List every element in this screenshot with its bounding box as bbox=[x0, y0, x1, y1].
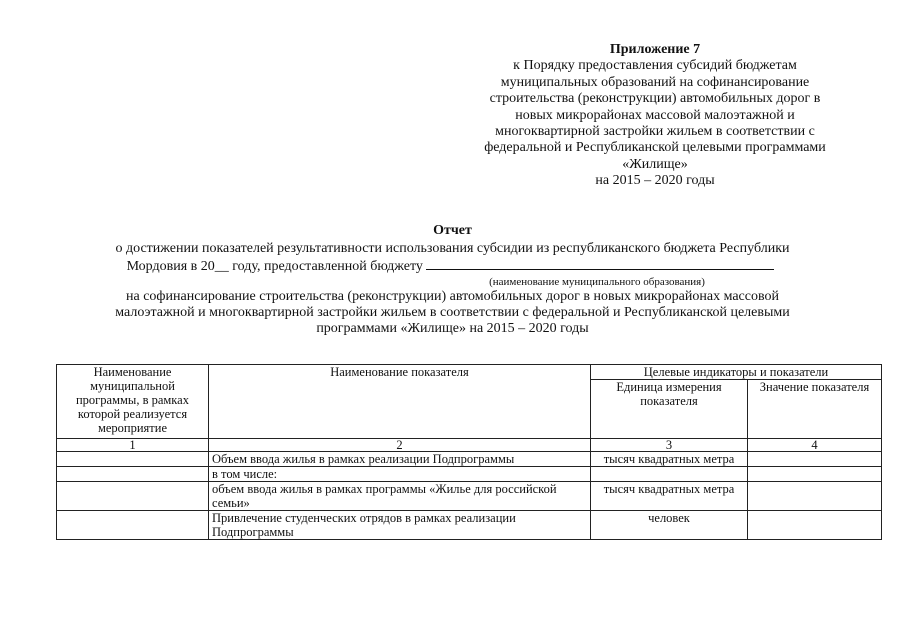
header-indicator-name: Наименование показателя bbox=[209, 365, 591, 439]
appendix-title: Приложение 7 bbox=[609, 42, 701, 57]
indicator-cell: в том числе: bbox=[209, 467, 591, 482]
appendix-line: муниципальных образований на софинансирование bbox=[500, 74, 810, 90]
appendix-block bbox=[455, 42, 855, 190]
unit-cell bbox=[591, 467, 748, 482]
table-header-row bbox=[57, 365, 882, 380]
program-cell bbox=[57, 452, 209, 467]
appendix-line: федеральной и Республиканской целевыми программами bbox=[484, 140, 826, 156]
header-target-indicators: Целевые индикаторы и показатели bbox=[591, 365, 882, 380]
value-cell bbox=[748, 467, 882, 482]
table-row bbox=[57, 482, 882, 511]
report-line-5: программами «Жилище» на 2015 – 2020 годы bbox=[316, 321, 589, 336]
report-line-4: малоэтажной и многоквартирной застройки жильем в соответствии с федеральной и Республиканской целевыми bbox=[115, 305, 790, 320]
program-cell bbox=[57, 511, 209, 540]
column-number: 1 bbox=[57, 439, 209, 452]
report-line-2-text: Мордовия в 20__ году, предоставленной бюджету bbox=[126, 259, 423, 274]
appendix-line: многоквартирной застройки жильем в соответствии с bbox=[495, 124, 815, 140]
column-number: 4 bbox=[748, 439, 882, 452]
municipality-blank-field bbox=[426, 257, 774, 270]
column-number: 2 bbox=[209, 439, 591, 452]
report-line-3: на софинансирование строительства (реконструкции) автомобильных дорог в новых микрорайонах массовой bbox=[126, 289, 779, 304]
unit-cell: тысяч квадратных метра bbox=[591, 452, 748, 467]
value-cell bbox=[748, 482, 882, 511]
table-number-row bbox=[57, 439, 882, 452]
report-line-1: о достижении показателей результативности использования субсидии из республиканского бюджета Республики bbox=[115, 241, 790, 256]
appendix-line: строительства (реконструкции) автомобильных дорог в bbox=[489, 91, 821, 107]
report-title: Отчет bbox=[433, 223, 472, 238]
column-number: 3 bbox=[591, 439, 748, 452]
indicator-cell: объем ввода жилья в рамках программы «Жилье для российской семьи» bbox=[209, 482, 591, 511]
blank-field-note: (наименование муниципального образования) bbox=[489, 276, 705, 288]
value-cell bbox=[748, 452, 882, 467]
unit-cell: тысяч квадратных метра bbox=[591, 482, 748, 511]
appendix-line: новых микрорайонах массовой малоэтажной и bbox=[515, 107, 795, 123]
report-line-2 bbox=[0, 257, 903, 275]
unit-cell: человек bbox=[591, 511, 748, 540]
indicator-cell: Привлечение студенческих отрядов в рамках реализации Подпрограммы bbox=[209, 511, 591, 540]
program-cell bbox=[57, 482, 209, 511]
table-row bbox=[57, 452, 882, 467]
table-row bbox=[57, 467, 882, 482]
table-row bbox=[57, 511, 882, 540]
program-cell bbox=[57, 467, 209, 482]
appendix-line: на 2015 – 2020 годы bbox=[595, 173, 715, 189]
indicators-table bbox=[56, 364, 882, 540]
indicator-cell: Объем ввода жилья в рамках реализации Подпрограммы bbox=[209, 452, 591, 467]
appendix-line: «Жилище» bbox=[622, 156, 688, 172]
appendix-line: к Порядку предоставления субсидий бюджетам bbox=[513, 58, 797, 74]
header-program-name: Наименование муниципальной программы, в рамках которой реализуется мероприятие bbox=[57, 365, 209, 439]
header-value: Значение показателя bbox=[748, 380, 882, 439]
value-cell bbox=[748, 511, 882, 540]
header-unit: Единица измерения показателя bbox=[591, 380, 748, 439]
